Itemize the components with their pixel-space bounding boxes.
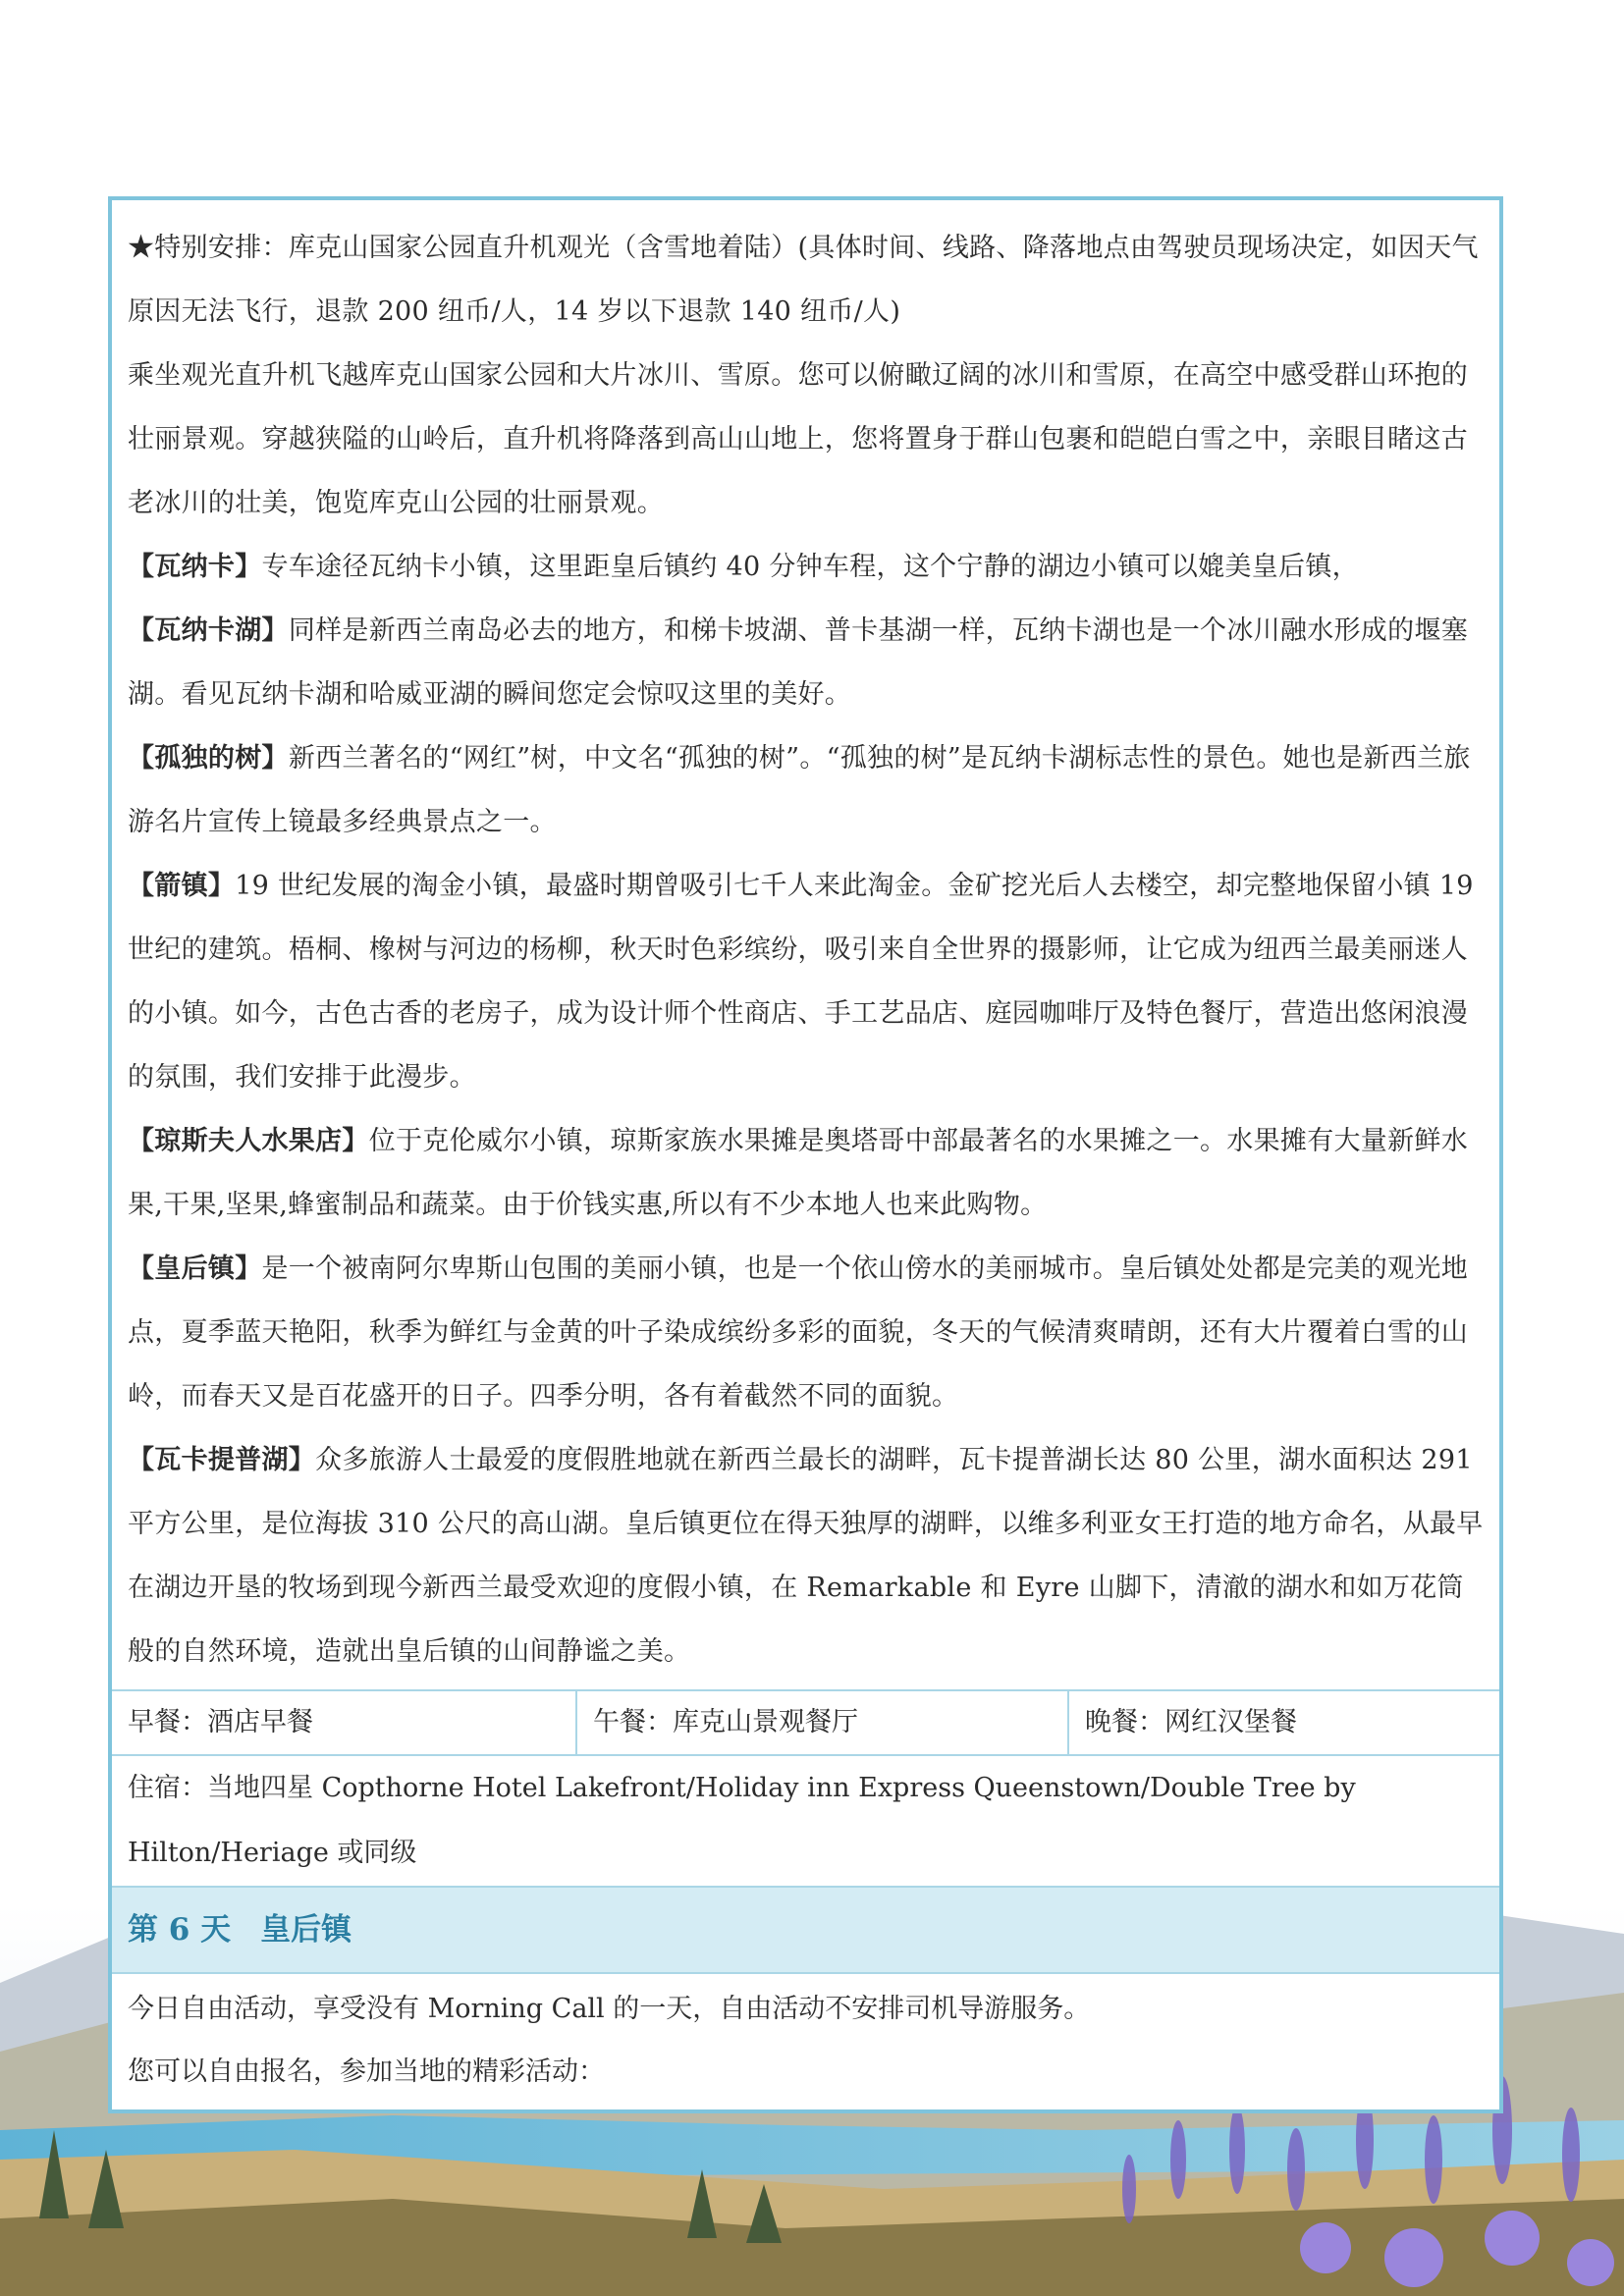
day-line: 您可以自由报名，参加当地的精彩活动： (128, 2056, 605, 2087)
lunch-cell: 午餐：库克山景观餐厅 (577, 1691, 1069, 1754)
keyword: 【箭镇】 (128, 871, 236, 901)
day-number: 第 6 天 (128, 1912, 232, 1948)
keyword: 【琼斯夫人水果店】 (128, 1126, 369, 1156)
day-line: 今日自由活动，享受没有 Morning Call 的一天，自由活动不安排司机导游服务。 (128, 1994, 1091, 2024)
paragraph-wanaka: 【瓦纳卡】专车途径瓦纳卡小镇，这里距皇后镇约 40 分钟车程，这个宁静的湖边小镇可以媲美皇后镇， (128, 552, 1359, 582)
paragraph-helicopter: 乘坐观光直升机飞越库克山国家公园和大片冰川、雪原。您可以俯瞰辽阔的冰川和雪原，在高空中感受群山环抱的壮丽景观。穿越狭隘的山岭后，直升机将降落到高山山地上，您将置身于群山包裹和皑皑白雪之中，亲眼目睹这古老冰川的壮美，饱览库克山公园的壮丽景观。 (128, 360, 1468, 518)
itinerary-frame (108, 196, 1503, 2113)
accommodation-row: 住宿：当地四星 Copthorne Hotel Lakefront/Holiday inn Express Queenstown/Double Tree by Hilton/Heriage 或同级 (112, 1754, 1499, 1886)
paragraph-lonely-tree: 【孤独的树】新西兰著名的“网红”树，中文名“孤独的树”。“孤独的树”是瓦纳卡湖标志性的景色。她也是新西兰旅游名片宣传上镜最多经典景点之一。 (128, 743, 1471, 837)
keyword: 【瓦纳卡湖】 (128, 615, 289, 646)
meals-row (112, 1689, 1499, 1754)
keyword: 【瓦纳卡】 (128, 552, 262, 582)
day-description (112, 200, 1499, 1689)
paragraph-lake-wanaka: 【瓦纳卡湖】同样是新西兰南岛必去的地方，和梯卡坡湖、普卡基湖一样，瓦纳卡湖也是一个冰川融水形成的堰塞湖。看见瓦纳卡湖和哈威亚湖的瞬间您定会惊叹这里的美好。 (128, 615, 1469, 710)
keyword: 【瓦卡提普湖】 (128, 1445, 316, 1475)
paragraph-special-arrangement: ★特别安排：库克山国家公园直升机观光（含雪地着陆）(具体时间、线路、降落地点由驾驶员现场决定，如因天气原因无法飞行，退款 200 纽币/人，14 岁以下退款 140 纽币/人) (128, 233, 1479, 327)
dinner-cell: 晚餐：网红汉堡餐 (1085, 1707, 1297, 1737)
keyword: 【孤独的树】 (128, 743, 289, 774)
paragraph-fruit-shop: 【琼斯夫人水果店】位于克伦威尔小镇，琼斯家族水果摊是奥塔哥中部最著名的水果摊之一。水果摊有大量新鲜水果,干果,坚果,蜂蜜制品和蔬菜。由于价钱实惠,所以有不少本地人也来此购物。 (128, 1126, 1469, 1220)
day-header (112, 1886, 1499, 1972)
paragraph-lake-wakatipu: 【瓦卡提普湖】众多旅游人士最爱的度假胜地就在新西兰最长的湖畔，瓦卡提普湖长达 80 公里，湖水面积达 291 平方公里，是位海拔 310 公尺的高山湖。皇后镇更位在得天独厚的湖畔，以维多利亚女王打造的地方命名，从最早在湖边开垦的牧场到现今新西兰最受欢迎的度假小镇，在 Remarkable 和 Eyre 山脚下，清澈的湖水和如万花筒般的自然环境，造就出皇后镇的山间静谧之美。 (128, 1445, 1484, 1667)
breakfast-cell: 早餐：酒店早餐 (112, 1691, 577, 1754)
keyword: 【皇后镇】 (128, 1254, 262, 1284)
day-place: 皇后镇 (260, 1912, 352, 1948)
paragraph-queenstown: 【皇后镇】是一个被南阿尔卑斯山包围的美丽小镇，也是一个依山傍水的美丽城市。皇后镇处处都是完美的观光地点，夏季蓝天艳阳，秋季为鲜红与金黄的叶子染成缤纷多彩的面貌，冬天的气候清爽晴朗，还有大片覆着白雪的山岭，而春天又是百花盛开的日子。四季分明，各有着截然不同的面貌。 (128, 1254, 1468, 1412)
paragraph-arrowtown: 【箭镇】19 世纪发展的淘金小镇，最盛时期曾吸引七千人来此淘金。金矿挖光后人去楼空，却完整地保留小镇 19 世纪的建筑。梧桐、橡树与河边的杨柳，秋天时色彩缤纷，吸引来自全世界的摄影师，让它成为纽西兰最美丽迷人的小镇。如今，古色古香的老房子，成为设计师个性商店、手工艺品店、庭园咖啡厅及特色餐厅，营造出悠闲浪漫的氛围，我们安排于此漫步。 (128, 871, 1474, 1093)
day-6-description (112, 1972, 1499, 2109)
